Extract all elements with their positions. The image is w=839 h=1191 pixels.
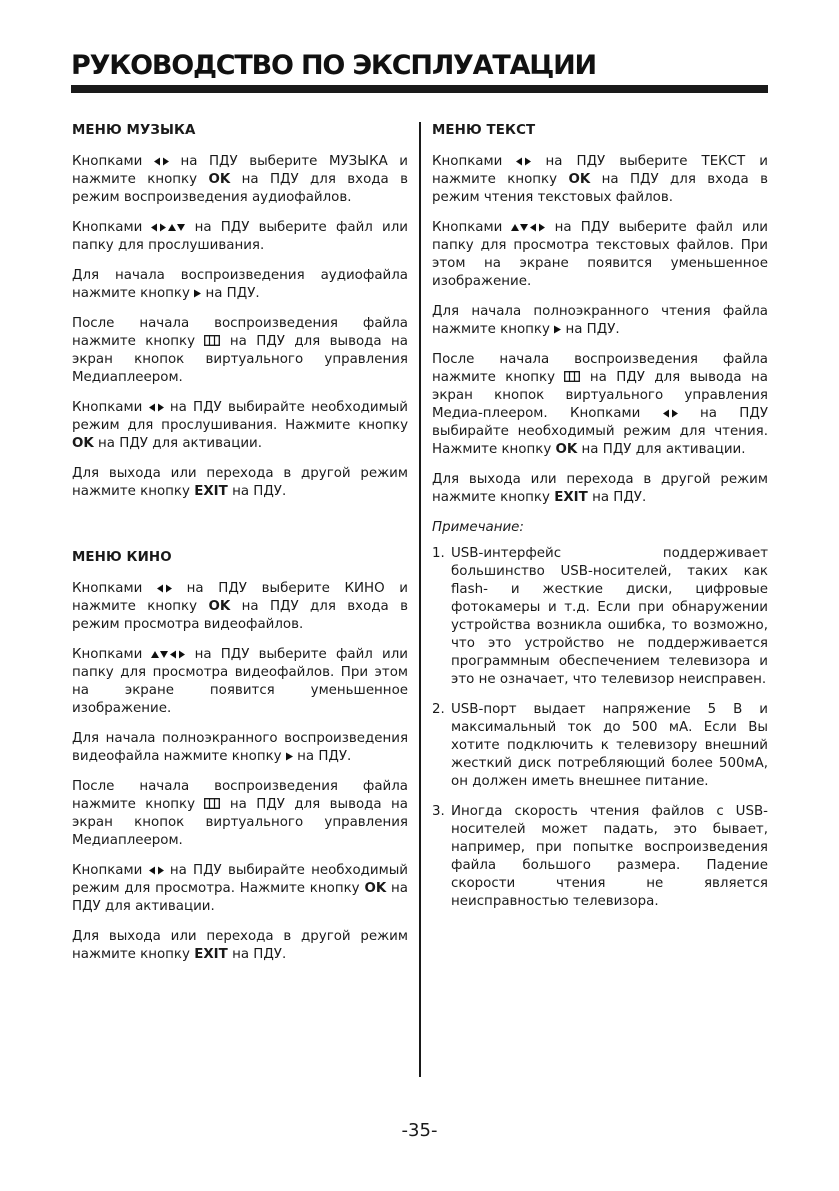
text-paragraph-1: Кнопками на ПДУ выберите ТЕКСТ и нажмите кнопку OK на ПДУ для входа в режим чтения текстовых файлов. — [432, 154, 769, 205]
section-heading-music: МЕНЮ МУЗЫКА — [72, 123, 196, 138]
arrow-left-right-icon — [516, 157, 531, 166]
column-divider — [419, 122, 421, 1077]
movie-paragraph-6: Для выхода или перехода в другой режим нажмите кнопку EXIT на ПДУ. — [72, 929, 408, 962]
arrow-left-right-up-down-icon — [151, 223, 185, 232]
play-icon — [194, 289, 201, 298]
play-icon — [554, 325, 561, 334]
music-paragraph-5: Кнопками на ПДУ выбирайте необходимый режим для прослушивания. Нажмите кнопку OK на ПДУ для активации. — [72, 400, 408, 451]
note-text: Иногда скорость чтения файлов с USB-носителей может падать, это бывает, например, при попытке воспроизведения файла большого размера. Падение скорости чтения не является неисправностью телевизора. — [451, 804, 768, 909]
list-item — [432, 803, 768, 911]
note-number: 3. — [432, 804, 445, 819]
section-heading-text: МЕНЮ ТЕКСТ — [432, 123, 536, 138]
note-number: 2. — [432, 702, 445, 717]
arrow-left-right-icon — [154, 157, 169, 166]
music-paragraph-4: После начала воспроизведения файла нажмите кнопку на ПДУ для вывода на экран кнопок виртуального управления Медиаплеером. — [72, 316, 408, 385]
music-paragraph-1: Кнопками на ПДУ выберите МУЗЫКА и нажмите кнопку OK на ПДУ для входа в режим воспроизведения аудиофайлов. — [72, 154, 409, 205]
page-number: -35- — [401, 1120, 438, 1141]
text-paragraph-2: Кнопками на ПДУ выберите файл или папку для просмотра текстовых файлов. При этом на экране появится уменьшенное изображение. — [432, 220, 768, 289]
arrow-left-right-icon — [157, 584, 172, 593]
section-gap — [72, 513, 408, 549]
text-paragraph-4: После начала воспроизведения файла нажмите кнопку на ПДУ для вывода на экран кнопок виртуального управления Медиа-плеером. Кнопками на ПДУ выбирайте необходимый режим для чтения. Нажмите кнопку OK на ПДУ для активации. — [432, 352, 768, 457]
arrow-left-right-icon — [149, 403, 164, 412]
note-text: USB-порт выдает напряжение 5 В и максимальный ток до 500 мА. Если Вы хотите подключить к телевизору внешний жесткий диск потребляющий более 500мА, он должен иметь внешнее питание. — [451, 702, 768, 789]
header-rule — [71, 85, 768, 93]
text-paragraph-3: Для начала полноэкранного чтения файла нажмите кнопку на ПДУ. — [432, 304, 768, 337]
notes-list — [432, 545, 768, 911]
left-column — [72, 122, 408, 976]
music-paragraph-2: Кнопками на ПДУ выберите файл или папку для прослушивания. — [72, 220, 408, 253]
arrow-up-down-left-right-icon — [151, 650, 185, 659]
right-column — [432, 122, 768, 923]
page-title: РУКОВОДСТВО ПО ЭКСПЛУАТАЦИИ — [71, 50, 596, 81]
movie-paragraph-4: После начала воспроизведения файла нажмите кнопку на ПДУ для вывода на экран кнопок виртуального управления Медиаплеером. — [72, 779, 408, 848]
menu-screen-icon — [204, 335, 220, 346]
play-icon — [286, 752, 293, 761]
movie-paragraph-5: Кнопками на ПДУ выбирайте необходимый режим для просмотра. Нажмите кнопку OK на ПДУ для активации. — [72, 863, 408, 914]
movie-paragraph-2: Кнопками на ПДУ выберите файл или папку для просмотра видеофайлов. При этом на экране появится уменьшенное изображение. — [72, 647, 408, 716]
list-item — [432, 701, 768, 791]
note-number: 1. — [432, 546, 445, 561]
note-title: Примечание: — [432, 520, 524, 535]
movie-paragraph-1: Кнопками на ПДУ выберите КИНО и нажмите кнопку OK на ПДУ для входа в режим просмотра видеофайлов. — [72, 581, 409, 632]
menu-screen-icon — [204, 798, 220, 809]
menu-screen-icon — [564, 371, 580, 382]
text-paragraph-5: Для выхода или перехода в другой режим нажмите кнопку EXIT на ПДУ. — [432, 472, 768, 505]
music-paragraph-3: Для начала воспроизведения аудиофайла нажмите кнопку на ПДУ. — [72, 268, 408, 301]
arrow-left-right-icon — [663, 409, 678, 418]
music-paragraph-6: Для выхода или перехода в другой режим нажмите кнопку EXIT на ПДУ. — [72, 466, 408, 499]
list-item — [432, 545, 768, 689]
arrow-left-right-icon — [149, 866, 164, 875]
arrow-up-down-left-right-icon — [511, 223, 545, 232]
section-heading-movie: МЕНЮ КИНО — [72, 550, 172, 565]
note-text: USB-интерфейс поддерживает большинство USB-носителей, таких как flash- и жесткие диски, цифровые фотокамеры и т.д. Если при обнаружении устройства возникла ошибка, то возможно, что это устройство не поддерживается программным обеспечением телевизора и это не означает, что телевизор неисправен. — [451, 546, 768, 687]
movie-paragraph-3: Для начала полноэкранного воспроизведения видеофайла нажмите кнопку на ПДУ. — [72, 731, 408, 764]
